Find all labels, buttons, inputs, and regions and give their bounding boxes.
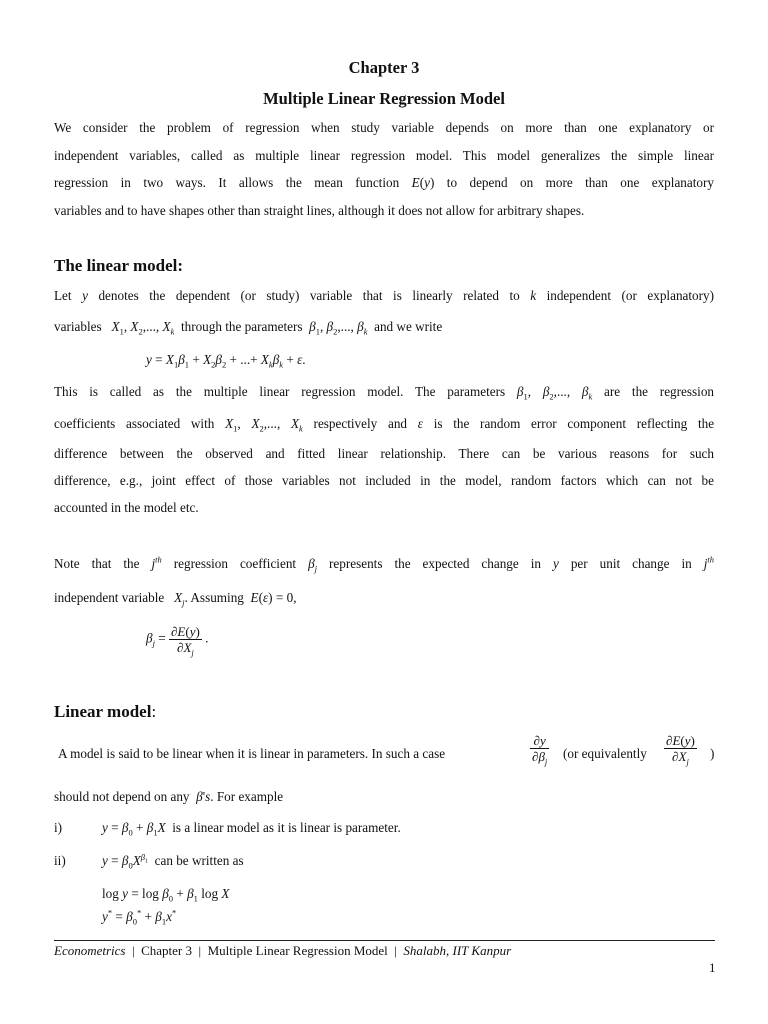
lm-p2-line-4: difference, e.g., joint effect of those variables not included in the model, random factors which can not be [54, 473, 714, 488]
chapter-label: Chapter 3 [348, 58, 420, 77]
math-k: k [530, 288, 537, 303]
page-title: Multiple Linear Regression Model [263, 89, 505, 108]
lmd-line-1-text: A model is said to be linear when it is linear in parameters. In such a case [58, 746, 446, 761]
intro-line-3-text-a: regression in two ways. It allows the mean function [54, 175, 400, 190]
math-parameters-2: $\beta_1$, $\beta_2$,..., $\beta_k$ [516, 384, 593, 402]
intro-line-2: independent variables, called as multiple linear regression model. This model generalizes the simple linear [54, 148, 714, 163]
math-regressors: X [111, 319, 120, 334]
math-expectation-zero: E(ε) = 0, [250, 590, 297, 605]
fraction-dE-dX: $\frac{\partial E(y)}{\partial X_j}$ [170, 624, 200, 658]
intro-line-1: We consider the problem of regression when study variable depends on more than one explanatory or [54, 120, 714, 135]
footer-author: Shalabh, IIT Kanpur [403, 943, 512, 958]
lmd-line-1-close: ) [710, 746, 715, 761]
lm-line-2: variables $X_1$, $X_2$,..., $X_k$ through the parameters $\beta_1$, $\beta_2$,..., $\beta_k$ and we write [54, 319, 443, 337]
lm-line-1: Let y denotes the dependent (or study) variable that is linearly related to k independent (or explanatory) [54, 288, 715, 303]
lm-p3-line-1: Note that the $j^{th}$ regression coefficient $\beta_j$ represents the expected change in y per unit change in $j^{th}$ [54, 554, 714, 574]
math-betas: β [196, 789, 203, 804]
lm-p3-line-2: independent variable $X_j$. Assuming E(ε) = 0, [54, 590, 297, 608]
footer-divider [54, 940, 715, 941]
math-epsilon: ε [417, 416, 423, 431]
section-heading-linear-model-def: Linear model: [54, 702, 157, 721]
equation-log: $\log y = \log \beta_0 + \beta_1$ log X [102, 886, 230, 904]
equation-derivative: $\beta_j$ = $\frac{\partial E(y)}{\partial X_j}$ . [146, 624, 209, 658]
page-footer: Econometrics | Chapter 3 | Multiple Linear Regression Model | Shalabh, IIT Kanpur [54, 943, 512, 958]
math-y: y [82, 288, 88, 303]
footer-course: Econometrics [54, 943, 126, 958]
list-item-1: $y = \beta_0 + \beta_1X$ is a linear model as it is linear is parameter. [102, 820, 401, 838]
math-j-th: $j^{th}$ [151, 554, 162, 571]
lm-p2-line-5: accounted in the model etc. [54, 500, 199, 515]
math-beta-j: $\beta_j$ [308, 556, 318, 574]
section-heading-linear-model: The linear model: [54, 256, 184, 275]
equation-model: $y = X_1\beta_1 + X_2\beta_2$ + ...+ $X_k\beta_k + \varepsilon$. [146, 352, 306, 370]
intro-line-4: variables and to have shapes other than straight lines, although it does not allow for arbitrary shapes. [54, 203, 585, 218]
math-regressors-2: $X_1$, $X_2$,..., $X_k$ [225, 416, 303, 434]
intro-line-3-text-b: to depend on more than one explanatory [446, 175, 714, 190]
list-item-2: $y = \beta_0X^{\beta_1}$ can be written as [102, 851, 244, 871]
math-x-j: X [174, 590, 183, 605]
lmd-line-2: should not depend on any β's. For example [54, 789, 284, 804]
footer-chapter: Chapter 3 [141, 943, 192, 958]
lm-p2-line-2: coefficients associated with $X_1$, $X_2$,..., $X_k$ respectively and ε is the random error component reflecting the [54, 416, 715, 434]
lm-p2-line-1: This is called as the multiple linear regression model. The parameters $\beta_1$, $\beta_2$,..., $\beta_k$ are the regression [54, 384, 715, 402]
list-item-1-label: i) [54, 820, 63, 835]
intro-line-3: regression in two ways. It allows the mean function E(y) to depend on more than one explanatory [54, 175, 714, 190]
page-number: 1 [709, 960, 716, 975]
math-parameters: β [309, 319, 316, 334]
lmd-line-1-equiv: (or equivalently [563, 746, 647, 761]
math-mean-function: E [411, 175, 420, 190]
list-item-2-label: ii) [54, 853, 66, 868]
fraction-dy-dbeta: $\frac{\partial y}{\partial\beta_j}$ [532, 733, 548, 767]
equation-star: $y^* = \beta_0^* + \beta_1x^*$ [102, 907, 177, 927]
footer-title: Multiple Linear Regression Model [207, 943, 388, 958]
fraction-dEy-dXj: $\frac{\partial E(y)}{\partial X_j}$ [666, 733, 695, 767]
lm-p2-line-3: difference between the observed and fitted linear relationship. There can be various reasons for such [54, 446, 714, 461]
